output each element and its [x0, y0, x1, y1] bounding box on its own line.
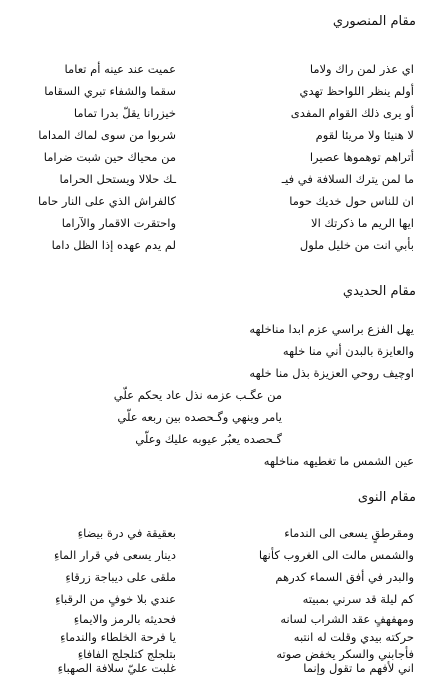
- verse-second-hemistich: خيزرانا يقلّ بدرا تماما: [73, 106, 176, 120]
- verse-line: والعايزة بالبدن أني منا خلهه: [282, 344, 414, 358]
- verse-second-hemistich: ملقى على ديباجة زرقاءِ: [65, 570, 176, 584]
- verse-second-hemistich: عندي بلا خوفٍ من الرقباءِ: [55, 592, 176, 606]
- verse-first-hemistich: كم ليلة قد سرني بمبيته: [302, 592, 414, 606]
- verse-second-hemistich: بتلجلج كتلجلج الفافاءِ: [77, 647, 176, 661]
- verse-second-hemistich: يا فرحة الخلطاء والندماءِ: [60, 630, 176, 644]
- verse-second-hemistich: شربوا من سوى لماك المداما: [38, 128, 176, 142]
- verse-first-hemistich: أتراهم توهموها عصيرا: [309, 150, 414, 164]
- verse-second-hemistich: دينار يسعى في قرار الماءِ: [54, 548, 176, 562]
- verse-line: من عگـب عزمه نذل عاد يحكم علّي: [113, 388, 282, 402]
- verse-line: يامر وينهي وگـحصده بين ربعه علّي: [117, 410, 282, 424]
- verse-first-hemistich: ايها الريم ما ذكرتك الا: [311, 216, 414, 230]
- verse-first-hemistich: ما لمن يترك السلافة في فيـ: [281, 172, 414, 186]
- verse-first-hemistich: حركته بيدي وقلت له انتبه: [293, 630, 414, 644]
- verse-first-hemistich: اني لأفهم ما تقول وإنما: [303, 661, 414, 675]
- verse-first-hemistich: ومقرطقٍ يسعى الى الندماء: [284, 526, 414, 540]
- verse-second-hemistich: واحتقرت الاقمار والآراما: [61, 216, 176, 230]
- verse-line: يهل الفزع براسي عزم ابدا مناخلهه: [249, 322, 414, 336]
- verse-second-hemistich: ـك حلالا ويستحل الحراما: [59, 172, 176, 186]
- verse-second-hemistich: غلبت عليّ سلافة الصهباءِ: [57, 661, 176, 675]
- verse-second-hemistich: كالفراش الذي على النار حاما: [38, 194, 176, 208]
- verse-second-hemistich: فحديثه بالرمز والايماءِ: [73, 612, 176, 626]
- verse-first-hemistich: أولم ينظر اللواحظ تهدي: [299, 84, 414, 98]
- section-title-mansouri: مقام المنصوري: [332, 14, 416, 29]
- verse-line: اوچيف روحي العزيزة بذل منا خلهه: [249, 366, 414, 380]
- verse-first-hemistich: اي عذر لمن راك ولاما: [309, 62, 414, 76]
- verse-line: گـحصده يعبُر عيوبه عليك وعلّي: [135, 432, 282, 446]
- verse-second-hemistich: سقما والشفاء تبري السقاما: [44, 84, 176, 98]
- verse-first-hemistich: بأبي انت من خليل ملول: [299, 238, 414, 252]
- verse-line: عين الشمس ما تغطيهه مناخلهه: [263, 454, 414, 468]
- verse-second-hemistich: عميت عند عينه أم تعاما: [64, 62, 176, 76]
- verse-first-hemistich: والبدر في أفق السماء كدرهم: [275, 570, 414, 584]
- verse-first-hemistich: ومهفهفٍ عقد الشراب لسانه: [280, 612, 414, 626]
- verse-first-hemistich: لا هنيئا ولا مريئا لقوم: [315, 128, 414, 142]
- verse-first-hemistich: ان للناس حول خديك حوما: [289, 194, 414, 208]
- verse-second-hemistich: لم يدم عهده إذا الظل داما: [51, 238, 176, 252]
- verse-first-hemistich: فأجابني والسكر يخفض صوته: [276, 647, 414, 661]
- section-title-nawa: مقام النوى: [357, 490, 416, 505]
- verse-first-hemistich: أو يرى ذلك القوام المفدى: [290, 106, 414, 120]
- verse-second-hemistich: بعقيقة في درة بيضاءِ: [77, 526, 176, 540]
- verse-second-hemistich: من محياك حين شبت ضراما: [43, 150, 176, 164]
- verse-first-hemistich: والشمس مالت الى الغروب كأنها: [258, 548, 414, 562]
- section-title-hadidi: مقام الحديدي: [342, 284, 416, 299]
